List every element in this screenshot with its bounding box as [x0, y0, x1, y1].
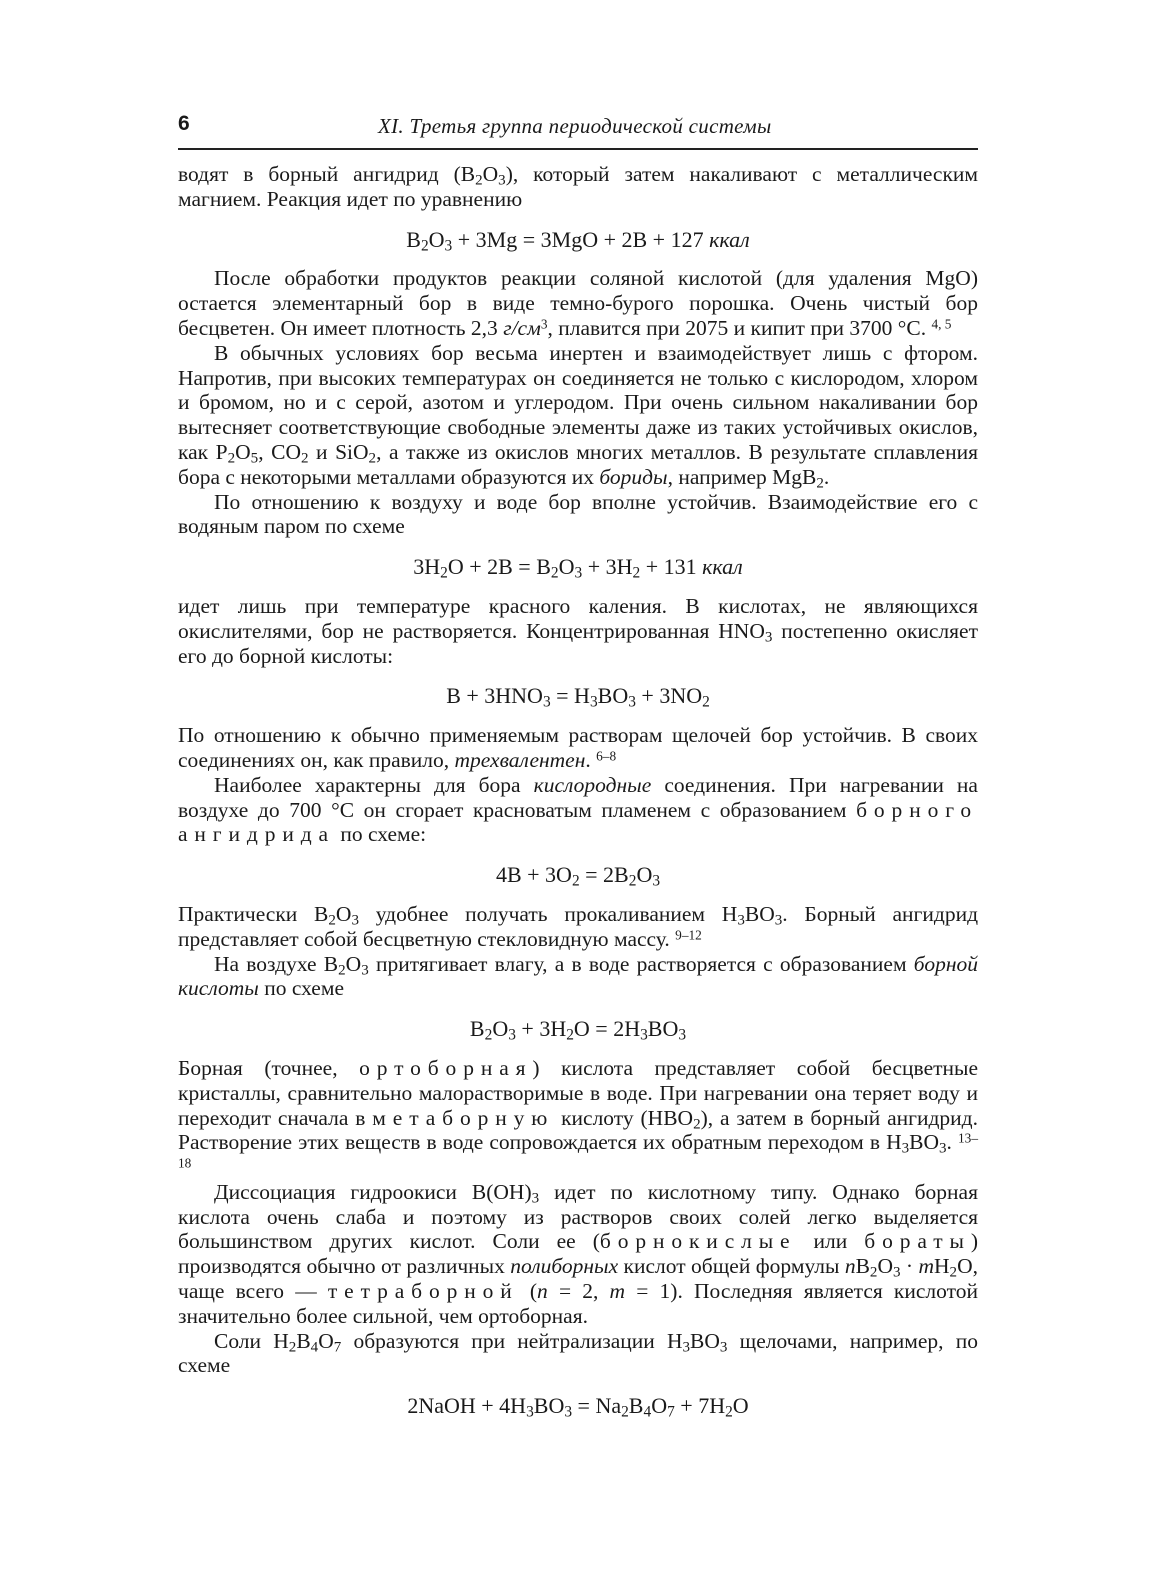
equation-2: $3H_2O + 2B = B_2O_3 + 3H_2 + 131$ ккал — [413, 554, 743, 582]
paragraph-10: Борная (точнее, ортоборная) кислота представляет собой бесцветные кристаллы, сравнительно малорастворимые в воде. При нагревании она теряет воду и переходит сначала в метаборную кислоту $(HBO_2)$, а затем в борный ангидрид. Растворение этих веществ в воде сопровождается их обратным переходом в $H_3BO_3$. $^{13-18}$ — [178, 1055, 979, 1171]
paragraph-1: водят в борный ангидрид $(B_2O_3)$, который затем накаливают с металлическим магнием. Реакция идет по уравнению — [178, 162, 979, 211]
paragraph-9: На воздухе $B_2O_3$ притягивает влагу, а в воде растворяется с образованием борной кислоты по схеме — [178, 951, 978, 1001]
page-header — [178, 112, 978, 150]
paragraph-6: По отношению к обычно применяемым растворам щелочей бор устойчив. В своих соединениях он, как правило, трехвалентен. $^{6-8}$ — [178, 723, 978, 772]
paragraph-5: идет лишь при температуре красного каления. В кислотах, не являющихся окислителями, бор не растворяется. Концентрированная $HNO_3$ постепенно окисляет его до борной кислоты: — [178, 593, 978, 668]
paragraph-2: После обработки продуктов реакции соляной кислотой (для удаления MgO) остается элементарный бор в виде темно-бурого порошка. Очень чистый бор бесцветен. Он имеет плотность 2,3 $г/см^3$, плавится при 2075 и кипит при 3700 °C. $^{4, 5}$ — [178, 266, 978, 340]
paragraph-8: Практически $B_2O_3$ удобнее получать прокаливанием $H_3BO_3$. Борный ангидрид представляет собой бесцветную стекловидную массу. $^{9-12}$ — [178, 901, 979, 951]
equation-6: 2NaOH + $4H_3BO_3 = Na_2B_4O_7 + 7H_2O$ — [407, 1393, 749, 1421]
paragraph-3: В обычных условиях бор весьма инертен и взаимодействует лишь с фтором. Напротив, при высоких температурах он соединяется не только с кислородом, хлором и бромом, но и с серой, азотом и углеродом. При очень сильном накаливании бор вытесняет соответствующие свободные элементы даже из таких устойчивых окислов, как $P_2O_5$, $CO_2$ и SiO$_2$, а также из окислов многих металлов. В результате сплавления бора с некоторыми металлами образуются их бориды, например MgB$_2$. — [178, 340, 978, 492]
paragraph-12: Соли $H_2B_4O_7$ образуются при нейтрализации $H_3BO_3$ щелочами, например, по схеме — [178, 1328, 978, 1378]
equation-4: $4B + 3O_2 = 2B_2O_3$ — [495, 862, 661, 890]
equation-5: $B_2O_3 + 3H_2O = 2H_3BO_3$ — [469, 1016, 687, 1044]
body-text — [178, 162, 978, 1433]
paragraph-7: Наиболее характерны для бора кислородные соединения. При нагревании на воздухе до 700 °C он сгорает красноватым пламенем с образованием борного ангидрида по схеме: — [178, 772, 978, 847]
paragraph-4: По отношению к воздуху и воде бор вполне устойчив. Взаимодействие его с водяным паром по схеме — [178, 489, 978, 539]
equation-3: $B + 3HNO_3 = H_3BO_3 + 3NO_2$ — [446, 683, 710, 711]
paragraph-11: Диссоциация гидроокиси $B(OH)_3$ идет по кислотному типу. Однако борная кислота очень слаба и поэтому из растворов своих солей легко выделяется большинством других кислот. Соли ее (борнокислые или бораты) производятся обычно от различных полиборных кислот общей формулы $nB_2O_3 \cdot mH_2O$, чаще всего — тетраборной (n = 2, m = 1). Последняя является кислотой значительно более сильной, чем ортоборная. — [178, 1179, 978, 1328]
running-head: XI. Третья группа периодической системы — [378, 114, 772, 138]
page-number: 6 — [178, 112, 190, 135]
equation-1: $B_2O_3 + 3Mg = 3MgO + 2B + 127$ ккал — [406, 226, 750, 254]
